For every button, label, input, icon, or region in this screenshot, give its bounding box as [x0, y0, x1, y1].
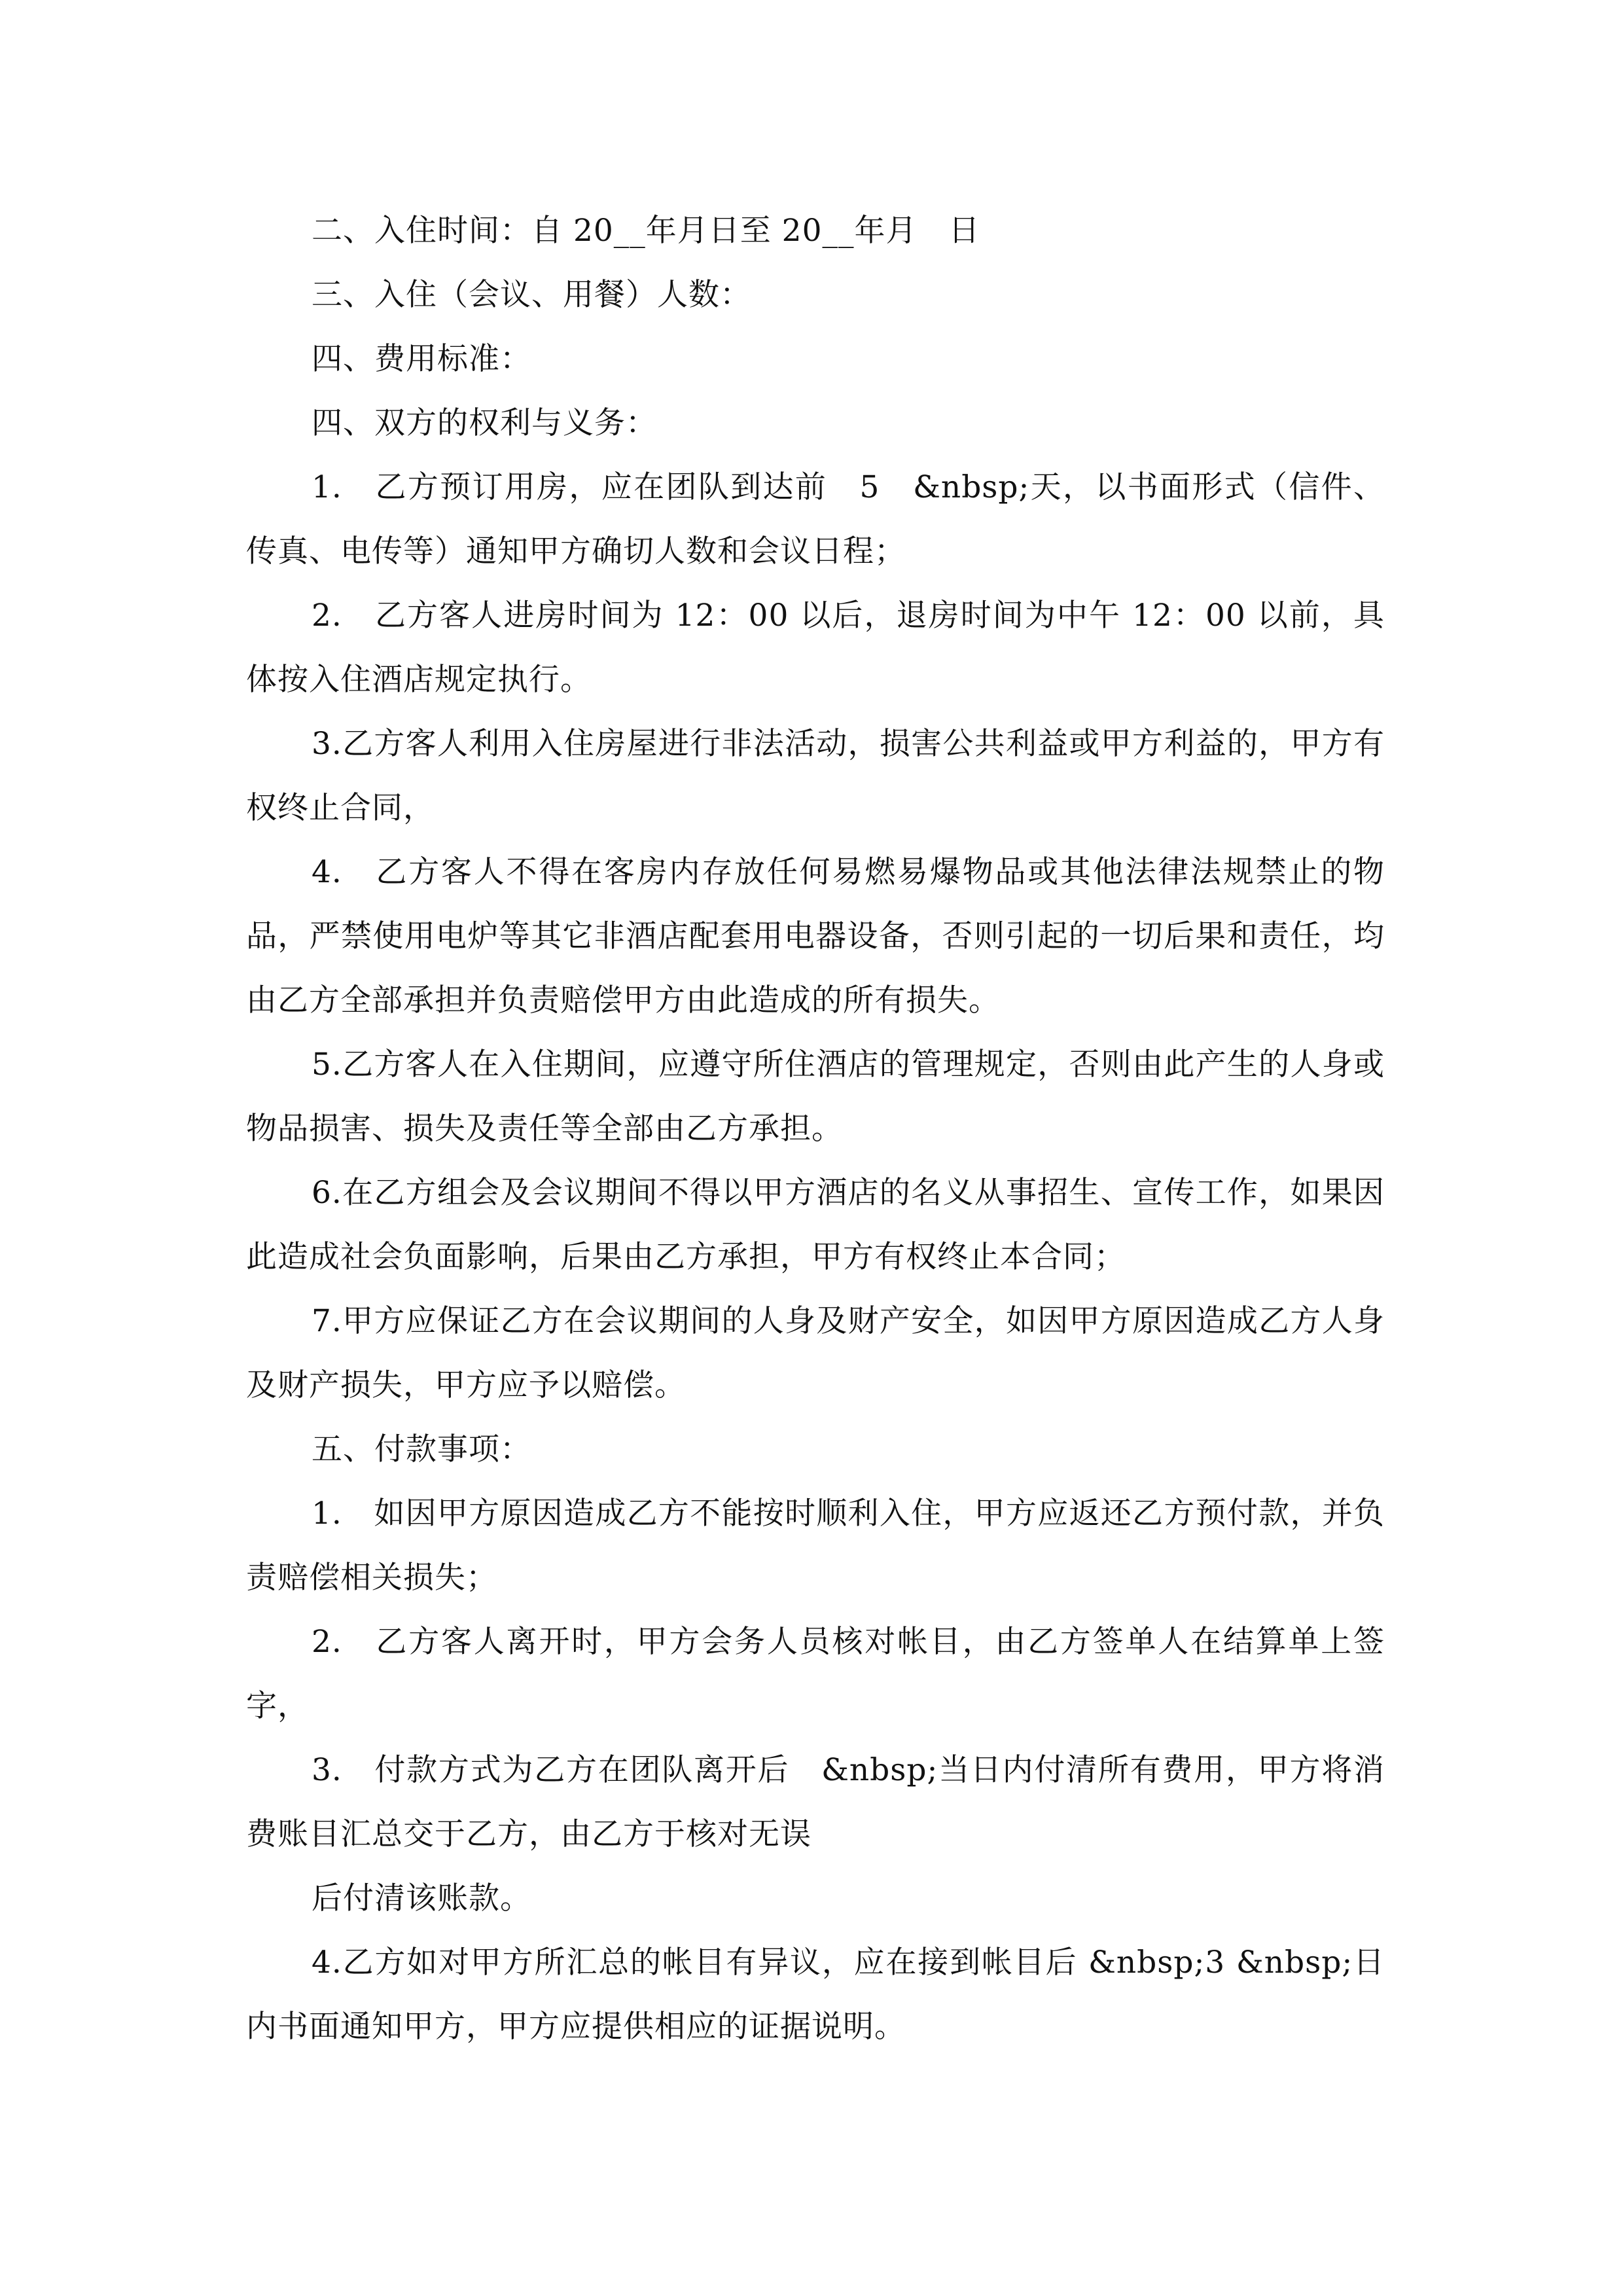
document-body — [246, 199, 1385, 2059]
paragraph-clause-7: 7.甲方应保证乙方在会议期间的人身及财产安全，如因甲方原因造成乙方人身及财产损失，甲方应予以赔偿。 — [246, 1303, 1385, 1403]
paragraph-clause-3: 3.乙方客人利用入住房屋进行非法活动，损害公共利益或甲方利益的，甲方有权终止合同， — [246, 726, 1385, 826]
paragraph-clause-5: 5.乙方客人在入住期间，应遵守所住酒店的管理规定，否则由此产生的人身或物品损害、损失及责任等全部由乙方承担。 — [246, 1047, 1385, 1147]
paragraph-rights-obligations-heading: 四、双方的权利与义务： — [312, 405, 657, 441]
paragraph-fee-standard: 四、费用标准： — [312, 341, 531, 377]
paragraph-payment-2: 2. 乙方客人离开时，甲方会务人员核对帐目，由乙方签单人在结算单上签字， — [246, 1624, 1385, 1724]
paragraph-clause-6: 6.在乙方组会及会议期间不得以甲方酒店的名义从事招生、宣传工作，如果因此造成社会负面影响，后果由乙方承担，甲方有权终止本合同； — [246, 1175, 1385, 1275]
paragraph-payment-4: 4.乙方如对甲方所汇总的帐目有异议，应在接到帐目后 &nbsp;3 &nbsp;日内书面通知甲方，甲方应提供相应的证据说明。 — [246, 1945, 1385, 2045]
paragraph-payment-3: 3. 付款方式为乙方在团队离开后 &nbsp;当日内付清所有费用，甲方将消费账目汇总交于乙方，由乙方于核对无误 — [246, 1752, 1385, 1852]
paragraph-clause-4: 4. 乙方客人不得在客房内存放任何易燃易爆物品或其他法律法规禁止的物品，严禁使用电炉等其它非酒店配套用电器设备，否则引起的一切后果和责任，均由乙方全部承担并负责赔偿甲方由此造成的所有损失。 — [246, 854, 1385, 1018]
paragraph-payment-3-continued: 后付清该账款。 — [312, 1880, 531, 1916]
paragraph-number-of-guests: 三、入住（会议、用餐）人数： — [312, 277, 751, 313]
paragraph-clause-2: 2. 乙方客人进房时间为 12：00 以后，退房时间为中午 12：00 以前，具体按入住酒店规定执行。 — [246, 598, 1385, 698]
paragraph-payment-heading: 五、付款事项： — [312, 1431, 531, 1467]
paragraph-check-in-time: 二、入住时间：自 20__年月日至 20__年月 日 — [312, 213, 980, 249]
paragraph-payment-1: 1. 如因甲方原因造成乙方不能按时顺利入住，甲方应返还乙方预付款，并负责赔偿相关损失； — [246, 1496, 1385, 1596]
paragraph-clause-1: 1. 乙方预订用房，应在团队到达前 5 &nbsp;天，以书面形式（信件、传真、电传等）通知甲方确切人数和会议日程； — [246, 469, 1385, 569]
